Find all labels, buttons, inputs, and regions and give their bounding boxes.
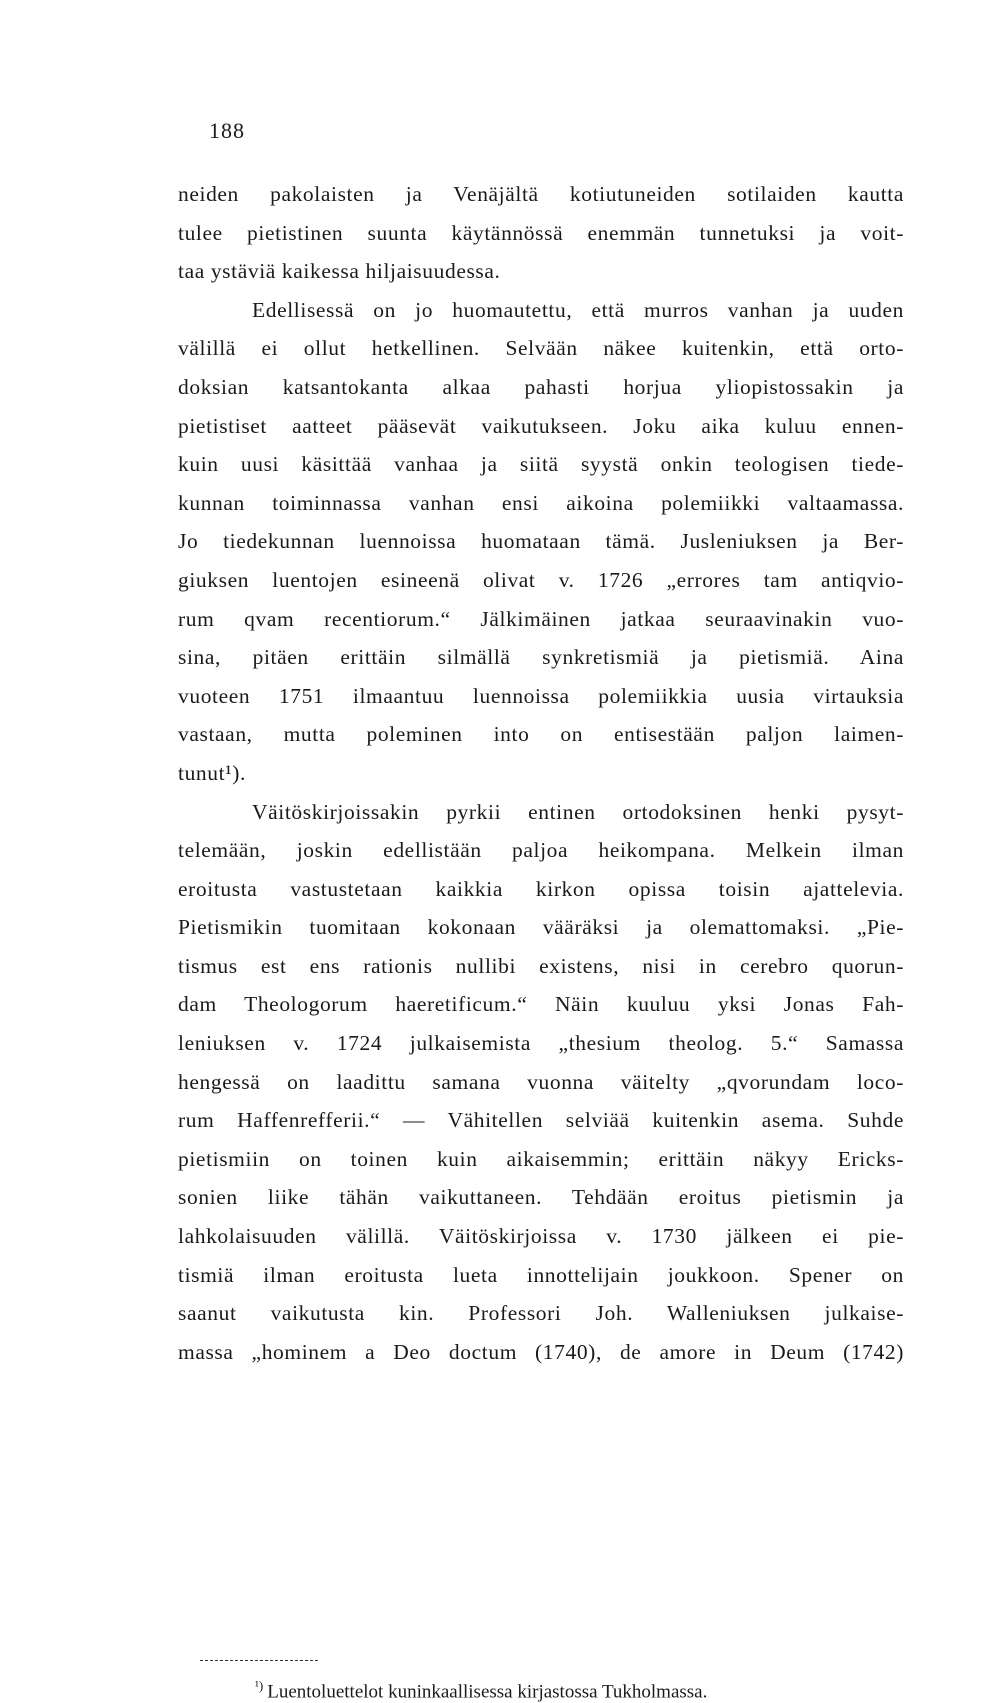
text-line: Väitöskirjoissakin pyrkii entinen ortodoksinen henki pysyt- [252, 799, 904, 824]
text-line: vuoteen 1751 ilmaantuu luennoissa polemiikkia uusia virtauksia [178, 683, 904, 708]
page-number: 188 [209, 118, 245, 143]
text-line: Edellisessä on jo huomautettu, että murros vanhan ja uuden [252, 297, 904, 322]
text-line: kunnan toiminnassa vanhan ensi aikoina polemiikki valtaamassa. [178, 490, 904, 515]
text-line: pietistiset aatteet pääsevät vaikutukseen. Joku aika kuluu ennen- [178, 413, 904, 438]
text-line: tulee pietistinen suunta käytännössä enemmän tunnetuksi ja voit- [178, 220, 904, 245]
text-line: tunut¹). [178, 760, 246, 785]
text-line: eroitusta vastustetaan kaikkia kirkon opissa toisin ajattelevia. [178, 876, 904, 901]
text-line: sonien liike tähän vaikuttaneen. Tehdään eroitus pietismin ja [178, 1185, 904, 1210]
text-line: tismiä ilman eroitusta lueta innottelijain joukkoon. Spener on [178, 1262, 904, 1287]
text-line: doksian katsantokanta alkaa pahasti horjua yliopistossakin ja [178, 374, 904, 399]
text-line: leniuksen v. 1724 julkaisemista „thesium theolog. 5.“ Samassa [178, 1031, 904, 1056]
text-line: rum qvam recentiorum.“ Jälkimäinen jatkaa seuraavinakin vuo- [178, 606, 904, 631]
text-line: telemään, joskin edellistään paljoa heikompana. Melkein ilman [178, 838, 904, 863]
text-line: Pietismikin tuomitaan kokonaan vääräksi ja olemattomaksi. „Pie- [178, 915, 904, 940]
text-line: sina, pitäen erittäin silmällä synkretismiä ja pietismiä. Aina [178, 645, 904, 670]
footnote-mark: ¹) [255, 1678, 264, 1693]
text-line: taa ystäviä kaikessa hiljaisuudessa. [178, 259, 501, 284]
text-line: dam Theologorum haeretificum.“ Näin kuuluu yksi Jonas Fah- [178, 992, 904, 1017]
footnote-divider [200, 1660, 318, 1661]
text-line: välillä ei ollut hetkellinen. Selvään näkee kuitenkin, että orto- [178, 336, 904, 361]
text-line: massa „hominem a Deo doctum (1740), de amore in Deum (1742) [178, 1339, 904, 1364]
text-line: tismus est ens rationis nullibi existens, nisi in cerebro quorun- [178, 953, 904, 978]
text-line: kuin uusi käsittää vanhaa ja siitä syystä onkin teologisen tiede- [178, 452, 904, 477]
footnote-text: Luentoluettelot kuninkaallisessa kirjastossa Tukholmassa. [267, 1681, 708, 1703]
text-line: neiden pakolaisten ja Venäjältä kotiutuneiden sotilaiden kautta [178, 182, 904, 206]
text-line: giuksen luentojen esineenä olivat v. 1726 „errores tam antiqvio- [178, 567, 904, 592]
footnote [255, 1678, 707, 1703]
text-line: lahkolaisuuden välillä. Väitöskirjoissa v. 1730 jälkeen ei pie- [178, 1224, 904, 1249]
text-line: Jo tiedekunnan luennoissa huomataan tämä. Jusleniuksen ja Ber- [178, 529, 904, 554]
text-line: vastaan, mutta poleminen into on entisestään paljon laimen- [178, 722, 904, 747]
text-line: rum Haffenrefferii.“ — Vähitellen selviää kuitenkin asema. Suhde [178, 1108, 904, 1133]
text-line: hengessä on laadittu samana vuonna väitelty „qvorundam loco- [178, 1069, 904, 1094]
text-line: saanut vaikutusta kin. Professori Joh. Walleniuksen julkaise- [178, 1301, 904, 1326]
body-text [178, 175, 904, 1371]
text-line: pietismiin on toinen kuin aikaisemmin; erittäin näkyy Ericks- [178, 1146, 904, 1171]
